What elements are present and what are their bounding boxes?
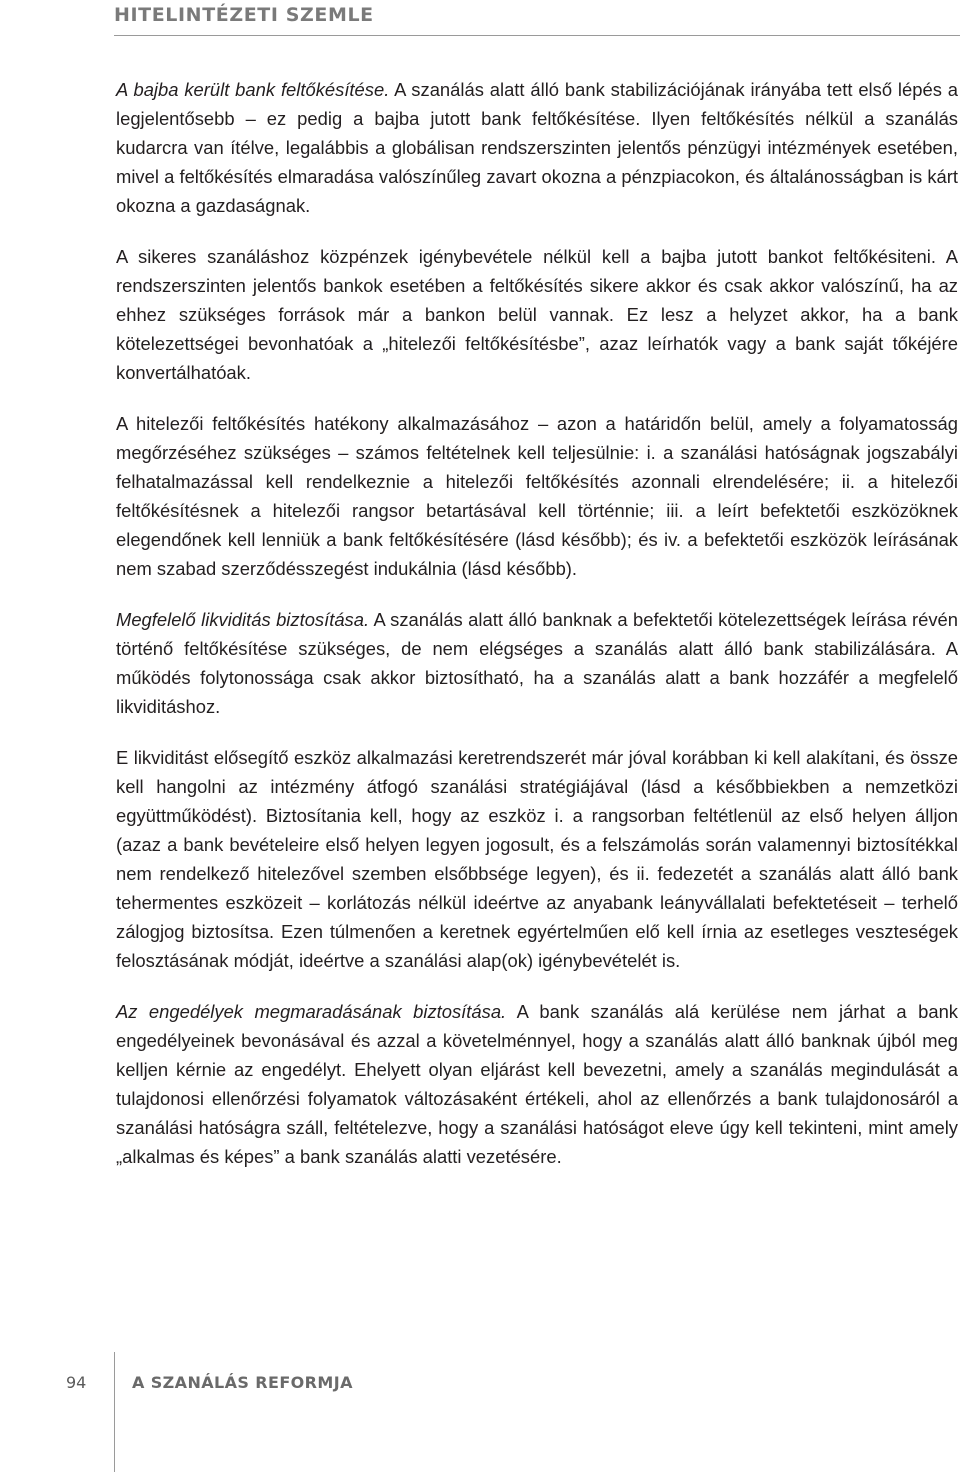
paragraph-text: A szanálás alatt álló bank stabilizációjának irányába tett első lépés a legjelentősebb – ez pedig a bajba jutott bank feltőkésítése. Ilyen feltőkésítés nélkül a szanálás kudarcra van ítélve, legalábbis a globálisan rendszerszinten jelentős pénzügyi intézmények esetében, mivel a feltőkésítés elmaradása valószínűleg zavart okozna a pénzpiacokon, és általánosságban is kárt okozna a gazdaságnak. bbox=[116, 79, 958, 216]
paragraph-text: E likviditást elősegítő eszköz alkalmazási keretrendszerét már jóval korábban ki kell alakítani, és össze kell hangolni az intézmény átfogó szanálási stratégiájával (lásd a későbbiekben a nemzetközi együttműködést). Biztosítania kell, hogy az eszköz i. a rangsorban feltétlenül az első helyen álljon (azaz a bank bevételeire első helyen legyen jogosult, és a felszámolás során valamennyi biztosítékkal nem rendelkező hitelezővel szemben elsőbbsége legyen), és ii. fedezetét a szanálás alatt álló bank tehermentes eszközeit – korlátozás nélkül ideértve az anyabank leányvállalati befektetéseit – terhelő zálogjog biztosítsa. Ezen túlmenően a keretnek egyértelműen elő kell írnia az esetleges veszteségek felosztásának módját, ideértve a szanálási alap(ok) igénybevételét is. bbox=[116, 747, 958, 971]
paragraph-bail-in-conditions bbox=[116, 409, 958, 583]
paragraph-licenses bbox=[116, 997, 958, 1171]
paragraph-lead: Megfelelő likviditás biztosítása. bbox=[116, 609, 370, 630]
paragraph-text: A szanálás alatt álló banknak a befektetői kötelezettségek leírása révén történő feltőkésítése szükséges, de nem elégséges a szanálás alatt álló bank stabilizálására. A működés folytonossága csak akkor biztosítható, ha a szanálás alatt a bank hozzáfér a megfelelő likviditáshoz. bbox=[116, 609, 958, 717]
paragraph-liquidity bbox=[116, 605, 958, 721]
footer-divider bbox=[114, 1352, 115, 1472]
page-number: 94 bbox=[66, 1373, 87, 1392]
running-header: HITELINTÉZETI SZEMLE bbox=[114, 4, 374, 26]
paragraph-lead: Az engedélyek megmaradásának biztosítása. bbox=[116, 1001, 507, 1022]
paragraph-text: A bank szanálás alá kerülése nem járhat a bank engedélyeinek bevonásával és azzal a követelménnyel, hogy a szanálás alatt álló banknak újból meg kelljen kérnie az engedélyt. Ehelyett olyan eljárást kell bevezetni, amely a szanálás megindulását a tulajdonosi ellenőrzési folyamatok változásaként értékeli, ahol az ellenőrzés a bank tulajdonosáról a szanálási hatóságra száll, feltételezve, hogy a szanálási hatóságot eleve úgy kell tekinteni, mint amely „alkalmas és képes” a bank szanálás alatti vezetésére. bbox=[116, 1001, 958, 1167]
paragraph-recapitalization bbox=[116, 75, 958, 220]
paragraph-text: A hitelezői feltőkésítés hatékony alkalmazásához – azon a határidőn belül, amely a folyamatosság megőrzéséhez szükséges – számos feltételnek kell teljesülnie: i. a szanálási hatóságnak jogszabályi felhatalmazással kell rendelkeznie a hitelezői feltőkésítés azonnali elrendelésére; ii. a hitelezői feltőkésítésnek a hitelezői rangsor betartásával kell történnie; iii. a leírt befektetői eszközöknek elegendőnek kell lenniük a bank feltőkésítésére (lásd később); és iv. a befektetői eszközök leírásának nem szabad szerződésszegést indukálnia (lásd később). bbox=[116, 413, 958, 579]
paragraph-public-funds bbox=[116, 242, 958, 387]
paragraph-liquidity-framework bbox=[116, 743, 958, 975]
body-text bbox=[116, 75, 958, 1193]
header-rule bbox=[114, 35, 960, 36]
footer-section-title: A SZANÁLÁS REFORMJA bbox=[132, 1373, 353, 1392]
paragraph-text: A sikeres szanáláshoz közpénzek igénybevétele nélkül kell a bajba jutott bankot feltőkésiteni. A rendszerszinten jelentős bankok esetében a feltőkésítés sikere akkor és csak akkor valószínű, ha az ehhez szükséges források már a bankon belül vannak. Ez lesz a helyzet akkor, ha a bank kötelezettségei bevonhatóak a „hitelezői feltőkésítésbe”, azaz leírhatók vagy a bank saját tőkéjére konvertálhatóak. bbox=[116, 246, 958, 383]
paragraph-lead: A bajba került bank feltőkésítése. bbox=[116, 79, 390, 100]
